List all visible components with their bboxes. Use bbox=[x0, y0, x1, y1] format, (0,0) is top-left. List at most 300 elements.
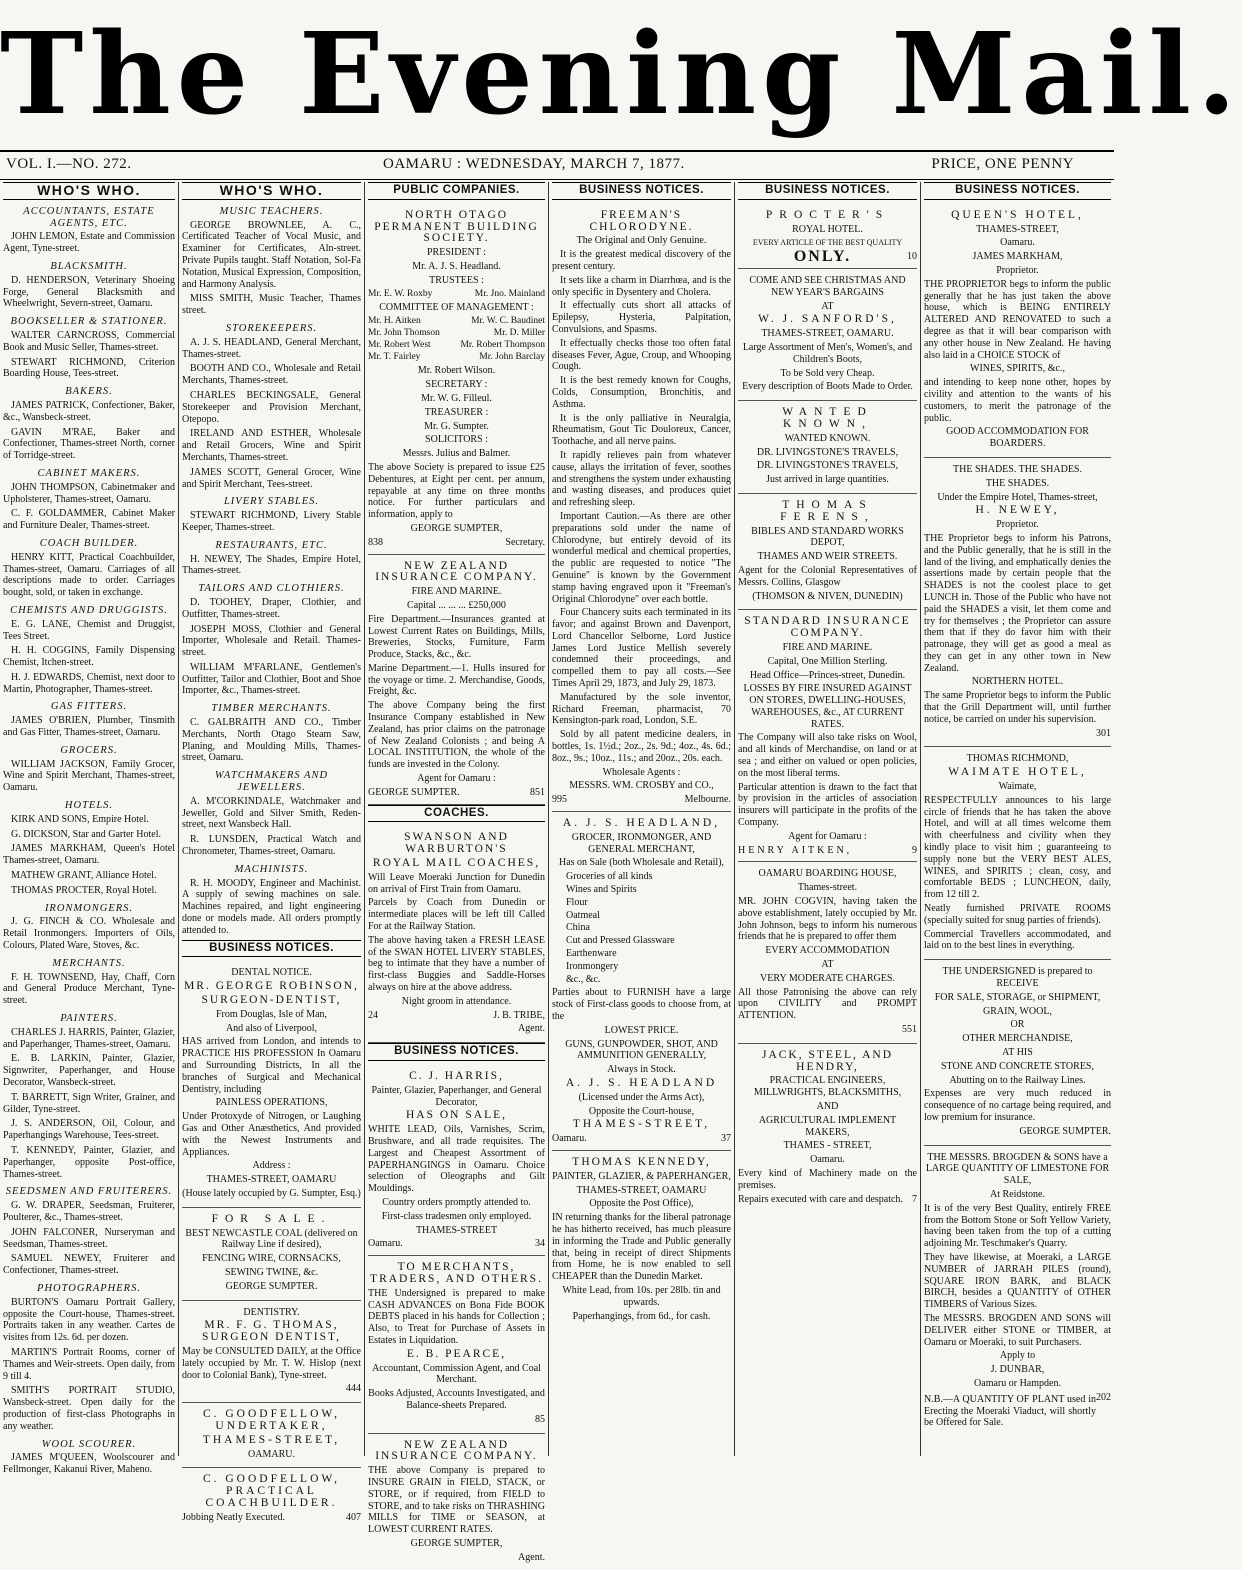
brogden-body-2: They have likewise, at Moeraki, a LARGE NUMBER of JARRAH PILES (round), SQUARE IRON BARK, and BLACK BIRCH, besides a QUANTITY of OTHER TIMBERS of Various Sizes. bbox=[924, 1251, 1111, 1311]
trustees-label: TRUSTEES : bbox=[429, 274, 484, 286]
chlorodyne-paragraph: Sold by all patent medicine dealers, in bottles, 1s. 1½d.; 2oz., 2s. 9d.; 4oz., 4s. 6d.; 8oz., 9s.; 10oz., 11s.; and 20oz., 20s. each. bbox=[552, 729, 731, 764]
secretary-name: Mr. W. G. Filleul. bbox=[421, 392, 492, 404]
section-title: IRONMONGERS. bbox=[44, 902, 134, 914]
officer-name: Mr. T. Fairley bbox=[368, 351, 421, 362]
nz-insurance-capital: Capital ... ... ... £250,000 bbox=[407, 599, 506, 611]
stock-item: Oatmeal bbox=[566, 909, 600, 921]
coachbuilder-name: C. GOODFELLOW, PRACTICAL COACHBUILDER. bbox=[202, 1473, 341, 1509]
section-title: BOOKSELLER & STATIONER. bbox=[10, 316, 168, 328]
sanford-made: Every description of Boots Made to Order. bbox=[742, 381, 913, 393]
dental-label: DENTAL NOTICE. bbox=[231, 967, 312, 979]
waimate-town: Waimate, bbox=[998, 781, 1037, 793]
officer-name: Mr. Robert Thompson bbox=[460, 339, 545, 350]
for-sale-line-2: FENCING WIRE, CORNSACKS, bbox=[202, 1253, 341, 1265]
sumpter-body: Expenses are very much reduced in consequence of no cartage being required, and low premium for insurance. bbox=[924, 1088, 1111, 1123]
section-title: STOREKEEPERS. bbox=[225, 322, 318, 334]
headland-licence: (Licensed under the Arms Act), bbox=[578, 1091, 705, 1103]
headland-sale: Has on Sale (both Wholesale and Retail), bbox=[558, 857, 725, 869]
directory-entry: GEORGE BROWNLEE, A. C., Certificated Teacher of Vocal Music, and Examiner for Certificates, Aln-street. Private Pupils taught. Staff Notation, Sol-Fa Notation, Musical Expression, Composition, and Harmony Analysis. bbox=[182, 219, 361, 290]
kennedy-body: IN returning thanks for the liberal patronage he has hitherto received, has much pleasure in informing the Trade and Public generally that, being in receipt of direct Shipments from Home, he is now enabled to sell CHEAPER than the Dunedin Market. bbox=[552, 1212, 731, 1283]
directory-entry: D. HENDERSON, Veterinary Shoeing Forge, General Blacksmith and Wheelwright, Severn-street, Oamaru. bbox=[3, 274, 175, 310]
president-name: Mr. A. J. S. Headland. bbox=[412, 260, 501, 272]
standard-body-2: Particular attention is drawn to the fact that by provision in the articles of association insurers will participate in the profits of the Company. bbox=[738, 781, 917, 829]
harris-trade: Painter, Glazier, Paperhanger, and General Decorator, bbox=[371, 1084, 542, 1108]
directory-entry: WILLIAM JACKSON, Family Grocer, Wine and Spirit Merchant, Thames-street, Oamaru. bbox=[3, 758, 175, 794]
treasurer-name: Mr. G. Sumpter. bbox=[424, 420, 489, 432]
shades-number: 301 bbox=[1096, 727, 1111, 739]
ferens-ad bbox=[738, 494, 917, 610]
directory-entry: A. J. S. HEADLAND, General Merchant, Thames-street. bbox=[182, 336, 361, 360]
officer-row bbox=[368, 289, 545, 301]
boarding-charges: VERY MODERATE CHARGES. bbox=[760, 972, 895, 984]
directory-entry: JOHN THOMPSON, Cabinetmaker and Upholsterer, Thames-street, Oamaru. bbox=[3, 481, 175, 505]
directory-entry: JAMES O'BRIEN, Plumber, Tinsmith and Gas Fitter, Thames-street, Oamaru. bbox=[3, 715, 175, 739]
dentistry-name: MR. F. G. THOMAS, SURGEON DENTIST, bbox=[201, 1319, 342, 1344]
procter-only: ONLY. bbox=[793, 248, 852, 266]
ferens-street: THAMES AND WEIR STREETS. bbox=[757, 551, 898, 563]
sumpter-or: OR bbox=[1010, 1019, 1025, 1031]
building-society-body: The above Society is prepared to issue £25 Debentures, at Eight per cent. per annum, repayable at any time on three months notice. For further particulars and information, apply to bbox=[368, 461, 545, 521]
col3-heading: PUBLIC COMPANIES. bbox=[368, 182, 545, 200]
directory-entry: R. LUNSDEN, Practical Watch and Chronometer, Thames-street, Oamaru. bbox=[182, 834, 361, 858]
nz-insurance-title: NEW ZEALAND INSURANCE COMPANY. bbox=[375, 559, 538, 584]
headland-guns: GUNS, GUNPOWDER, SHOT, AND AMMUNITION GENERALLY, bbox=[565, 1038, 718, 1062]
directory-entry: G. DICKSON, Star and Garter Hotel. bbox=[11, 828, 161, 840]
directory-entry: JOHN FALCONER, Nurseryman and Seedsman, Thames-street. bbox=[3, 1226, 175, 1250]
kennedy-ad bbox=[552, 1151, 731, 1329]
boarding-at: AT bbox=[821, 959, 834, 971]
directory-entry: WALTER CARNCROSS, Commercial Book and Music Seller, Thames-street. bbox=[3, 329, 175, 353]
jack-steel-ad bbox=[738, 1044, 917, 1211]
nz-insurance-2-role: Agent. bbox=[518, 1551, 545, 1563]
coaches-body-2: Parcels by Coach from Dunedin or intermediate places will be left till Called For at the Railway Station. bbox=[368, 897, 545, 933]
chlorodyne-paragraph: Four Chancery suits each terminated in its favor; and against Brown and Davenport, Lord Chancellor Selborne, Lord Justice James Lord Justice Mellish severely condemned their proceedings, and compelled them to pay all costs.—See Times April 29, 1873, and July 29, 1873. bbox=[552, 607, 731, 690]
directory-entry: C. F. GOLDAMMER, Cabinet Maker and Furniture Dealer, Thames-street. bbox=[3, 508, 175, 532]
dentist-from: From Douglas, Isle of Man, bbox=[215, 1008, 328, 1020]
harris-street: THAMES-STREET bbox=[415, 1224, 498, 1236]
chlorodyne-sub: The Original and Only Genuine. bbox=[576, 235, 707, 247]
queens-wines: WINES, SPIRITS, &c., bbox=[970, 363, 1065, 375]
ferens-trade: BIBLES AND STANDARD WORKS DEPOT, bbox=[751, 525, 904, 549]
directory-entry: CHARLES J. HARRIS, Painter, Glazier, and Paperhanger, Thames-street, Oamaru. bbox=[3, 1026, 175, 1050]
column-3 bbox=[364, 182, 548, 1563]
section-title: SEEDSMEN AND FRUITERERS. bbox=[5, 1186, 173, 1198]
for-sale-ad bbox=[182, 1208, 361, 1301]
directory-entry: GAVIN M'RAE, Baker and Confectioner, Thames-street North, corner of Torridge-street. bbox=[3, 426, 175, 462]
sumpter-at: AT HIS bbox=[1002, 1047, 1033, 1058]
section-title: LIVERY STABLES. bbox=[223, 496, 320, 508]
stock-item: Earthenware bbox=[566, 948, 617, 960]
headland-town: Oamaru. bbox=[552, 1133, 587, 1145]
chlorodyne-paragraph: Manufactured by the sole inventor, Richard Freeman, pharmacist, 70 Kensington-park road, London, S.E. bbox=[552, 691, 731, 727]
directory-entry: CHARLES BECKINGSALE, General Storekeeper and Provision Merchant, Otepopo. bbox=[182, 389, 361, 425]
sumpter-head: THE UNDERSIGNED is prepared to RECEIVE bbox=[942, 966, 1093, 990]
standard-agent: HENRY AITKEN, bbox=[738, 844, 853, 856]
ferens-paren: (THOMSON & NIVEN, DUNEDIN) bbox=[752, 590, 903, 602]
headland-ad bbox=[552, 812, 731, 1151]
directory-entry: STEWART RICHMOND, Criterion Boarding House, Tees-street. bbox=[3, 356, 175, 380]
dentistry-number: 444 bbox=[346, 1383, 361, 1395]
dentist-name: MR. GEORGE ROBINSON, bbox=[184, 980, 359, 993]
merchants-title: TO MERCHANTS, TRADERS, AND OTHERS. bbox=[370, 1261, 543, 1285]
directory-entry: A. M'CORKINDALE, Watchmaker and Jeweller, Gold and Silver Smith, Reden-street, next Wansbeck Hall. bbox=[182, 795, 361, 831]
sumpter-other: OTHER MERCHANDISE, bbox=[962, 1033, 1073, 1045]
standard-sub: FIRE AND MARINE. bbox=[782, 641, 873, 653]
brogden-nb: N.B.—A QUANTITY OF PLANT used in Erecting the Moeraki Viaduct, will shortly be Offered for Sale. bbox=[924, 1393, 1096, 1429]
chlorodyne-paragraph: It is the best remedy known for Coughs, Colds, Consumption, Bronchitis, and Asthma. bbox=[552, 375, 731, 410]
waimate-hotel: WAIMATE HOTEL, bbox=[948, 766, 1087, 779]
nz-insurance-agent-label: Agent for Oamaru : bbox=[417, 773, 496, 785]
wanted-known-ad bbox=[738, 401, 917, 494]
dentistry-body: May be CONSULTED DAILY, at the Office lately occupied by Mr. T. W. Hislop (next door to Colonial Bank), Tyne-street. bbox=[182, 1345, 361, 1381]
chlorodyne-city: Melbourne. bbox=[684, 794, 731, 806]
president-label: PRESIDENT : bbox=[427, 247, 486, 259]
sumpter-signature: GEORGE SUMPTER. bbox=[1019, 1125, 1111, 1137]
for-sale-line-1: BEST NEWCASTLE COAL (delivered on Railway Line if desired), bbox=[185, 1227, 358, 1251]
officer-row bbox=[368, 352, 545, 364]
coaches-sub: ROYAL MAIL COACHES, bbox=[372, 857, 541, 870]
nz-insurance-sub: FIRE AND MARINE. bbox=[411, 586, 502, 598]
sumpter-stone: STONE AND CONCRETE STORES, bbox=[941, 1060, 1094, 1072]
chlorodyne-paragraph: It sets like a charm in Diarrhœa, and is the only specific in Dysentery and Cholera. bbox=[552, 274, 731, 298]
brogden-signature: J. DUNBAR, bbox=[990, 1364, 1045, 1376]
dental-address: THAMES-STREET, OAMARU bbox=[206, 1174, 337, 1186]
wanted-line-1: DR. LIVINGSTONE'S TRAVELS, bbox=[756, 446, 899, 458]
harris-sale: HAS ON SALE, bbox=[406, 1109, 507, 1122]
headland-price: LOWEST PRICE. bbox=[604, 1024, 679, 1036]
ferens-body: Agent for the Colonial Representatives of Messrs. Collins, Glasgow bbox=[738, 564, 917, 588]
merchants-role: Accountant, Commission Agent, and Coal Merchant. bbox=[372, 1362, 541, 1386]
section-title: WOOL SCOURER. bbox=[41, 1438, 137, 1450]
section-title: MACHINISTS. bbox=[234, 863, 309, 875]
kennedy-paper: Paperhangings, from 6d., for cash. bbox=[572, 1310, 711, 1322]
nz-insurance-body: The above Company being the first Insurance Company established in New Zealand, has prior claims on the patronage of New Zealand Colonists ; and being A LOCAL INSTITUTION, the whole of the funds are invested in the Colony. bbox=[368, 700, 545, 771]
directory-entry: JAMES PATRICK, Confectioner, Baker, &c., Wansbeck-street. bbox=[3, 399, 175, 423]
section-title: RESTAURANTS, ETC. bbox=[215, 539, 328, 551]
jack-number: 7 bbox=[912, 1193, 917, 1205]
waimate-hotel-ad bbox=[924, 747, 1111, 960]
directory-entry: H. NEWEY, The Shades, Empire Hotel, Thames-street. bbox=[182, 553, 361, 577]
boarding-house-ad bbox=[738, 862, 917, 1043]
chlorodyne-paragraph: Important Caution.—As there are other preparations sold under the name of Chlorodyne, but entirely devoid of its wonderful medical and chemical properties, the public are requested to notice "The Genuine" is known by the Government stamp having engraved upon it "Freeman's Original Chlorodyne" over each bottle. bbox=[552, 510, 731, 605]
who-directory bbox=[3, 206, 175, 1476]
shades-proprietor: H. NEWEY, bbox=[975, 504, 1060, 517]
standard-body: The Company will also take risks on Wool, and all kinds of Merchandise, on land or at sea ; and either on valued or open policies, on the most liberal terms. bbox=[738, 732, 917, 779]
sanford-body: Large Assortment of Men's, Women's, and Children's Boots, bbox=[742, 341, 913, 365]
waimate-rooms: Neatly furnished PRIVATE ROOMS (specially suited for snug parties of friends). bbox=[924, 903, 1111, 926]
section-title: HOTELS. bbox=[64, 800, 114, 812]
section-title: MERCHANTS. bbox=[52, 957, 126, 969]
stock-item: Wines and Spirits bbox=[566, 884, 637, 896]
dateline-bar bbox=[0, 150, 1114, 180]
dental-painless: PAINLESS OPERATIONS, bbox=[215, 1097, 328, 1109]
merchants-name: E. B. PEARCE, bbox=[406, 1347, 507, 1360]
directory-entry: E. B. LARKIN, Painter, Glazier, Signwriter, Paperhanger, and House Decorator, Wansbeck-street. bbox=[3, 1053, 175, 1088]
section-title: CABINET MAKERS. bbox=[37, 467, 141, 479]
harris-body: WHITE LEAD, Oils, Varnishes, Scrim, Brushware, and all trade requisites. The Largest and Cheapest Assortment of PAPERHANGINGS in Oamaru. Choice selection of Oleographs and Gilt Mouldings. bbox=[368, 1124, 545, 1195]
headland-name: A. J. S. HEADLAND, bbox=[562, 817, 721, 830]
directory-entry: KIRK AND SONS, Empire Hotel. bbox=[11, 813, 149, 825]
nz-insurance-2-signature: GEORGE SUMPTER, bbox=[410, 1537, 503, 1549]
column-5 bbox=[734, 182, 920, 1456]
column-2 bbox=[178, 182, 364, 1523]
wanted-title: WANTED KNOWN, bbox=[782, 406, 873, 430]
coaches-body-3: The above having taken a FRESH LEASE of the SWAN HOTEL LIVERY STABLES, beg to intimate that they have a number of first-class Buggies and Saddle-Horses always on hire at the above address. bbox=[368, 934, 545, 994]
sumpter-rail: Abutting on to the Railway Lines. bbox=[949, 1074, 1086, 1086]
jack-town: Oamaru. bbox=[810, 1154, 845, 1166]
directory-entry: J. G. FINCH & CO. Wholesale and Retail Ironmongers. Importers of Oils, Colours, Plated Ware, Stoves, &c. bbox=[3, 916, 175, 952]
harris-name: C. J. HARRIS, bbox=[409, 1070, 504, 1082]
directory-entry: JAMES SCOTT, General Grocer, Wine and Spirit Merchant, Tees-street. bbox=[182, 466, 361, 490]
harris-country: Country orders promptly attended to. bbox=[382, 1196, 531, 1208]
directory-entry: THOMAS PROCTER, Royal Hotel. bbox=[11, 884, 157, 896]
procter-name: PROCTER'S bbox=[765, 208, 890, 221]
dental-address-2: (House lately occupied by G. Sumpter, Esq.) bbox=[182, 1187, 361, 1199]
headland-items bbox=[552, 871, 731, 985]
boarding-title: OAMARU BOARDING HOUSE, bbox=[758, 868, 897, 880]
shades-role: Proprietor. bbox=[996, 519, 1039, 531]
nz-insurance-marine: Marine Department.—1. Hulls insured for the voyage or time. 2. Merchandise, Goods, Freight, &c. bbox=[368, 662, 545, 698]
officer-row bbox=[368, 316, 545, 328]
headland-opposite: Opposite the Court-house, bbox=[588, 1105, 695, 1117]
coachbuilder-number: 407 bbox=[346, 1511, 361, 1523]
shades-body: THE Proprietor begs to inform his Patrons, and the Public generally, that he is still in the land of the living, and emphatically denies the assertions made by certain people that the SHADES is not the coolest place to get LUNCH in. Those of the Public who have not paid the SHADES a visit, let them come and try for themselves ; the Proprietor can assure them that if they do favor him with their patronage, they will get as good a meal as they can get in any other town in New Zealand. bbox=[924, 532, 1111, 674]
directory-entry: STEWART RICHMOND, Livery Stable Keeper, Thames-street. bbox=[182, 510, 361, 533]
chlorodyne-title: FREEMAN'S CHLORODYNE. bbox=[589, 208, 694, 233]
jack-name: JACK, STEEL, AND HENDRY, bbox=[761, 1048, 894, 1073]
headland-number: 37 bbox=[721, 1133, 731, 1145]
kennedy-street: THAMES-STREET, OAMARU bbox=[576, 1184, 707, 1196]
directory-entry: MISS SMITH, Music Teacher, Thames street. bbox=[182, 293, 361, 317]
officer-name: Mr. H. Aitken bbox=[368, 316, 421, 327]
sanford-street: THAMES-STREET, OAMARU. bbox=[761, 328, 894, 340]
stock-item: China bbox=[566, 922, 590, 934]
directory-entry: H. H. COGGINS, Family Dispensing Chemist, Itchen-street. bbox=[3, 645, 175, 669]
brogden-head: THE MESSRS. BROGDEN & SONS have a LARGE QUANTITY OF LIMESTONE FOR SALE, bbox=[925, 1151, 1110, 1187]
jack-trade-2: AGRICULTURAL IMPLEMENT MAKERS, bbox=[758, 1114, 897, 1138]
column-4 bbox=[548, 182, 734, 1456]
undertaker-town: OAMARU. bbox=[248, 1448, 295, 1460]
directory-entry: SAMUEL NEWEY, Fruiterer and Confectioner, Thames-street. bbox=[3, 1253, 175, 1277]
queens-good: GOOD ACCOMMODATION FOR BOARDERS. bbox=[946, 426, 1089, 450]
coaches-heading: COACHES. bbox=[368, 805, 545, 823]
queens-body-2: and intending to keep none other, hopes by civility and attention to the wants of his customers, to merit the patronage of the public. bbox=[924, 377, 1111, 424]
shades-under: Under the Empire Hotel, Thames-street, bbox=[937, 491, 1098, 503]
directory-entry: JAMES MARKHAM, Queen's Hotel Thames-street, Oamaru. bbox=[3, 843, 175, 867]
nz-insurance-2-ad bbox=[368, 1434, 545, 1570]
harris-town: Oamaru. bbox=[368, 1238, 403, 1250]
procter-ad bbox=[738, 204, 917, 269]
chlorodyne-paragraph: It effectually checks those too often fatal diseases Fever, Ague, Croup, and Whooping Cough. bbox=[552, 337, 731, 373]
directory-entry: IRELAND AND ESTHER, Wholesale and Retail Grocers, Wine and Spirit Merchants, Thames-street. bbox=[182, 428, 361, 463]
boarding-body-2: All those Patronising the above can rely upon CIVILITY and PROMPT ATTENTION. bbox=[738, 986, 917, 1022]
headland-stock: Always in Stock. bbox=[607, 1064, 676, 1076]
directory-entry: JAMES M'QUEEN, Woolscourer and Fellmonger, Kakanui River, Maheno. bbox=[3, 1452, 175, 1476]
sanford-at: AT bbox=[821, 300, 834, 312]
chlorodyne-paragraph: It rapidly relieves pain from whatever cause, allays the irritation of fever, soothes and strengthens the system under exhausting and wasting diseases, and produces quiet and refreshing sleep. bbox=[552, 449, 731, 509]
column-6 bbox=[920, 182, 1114, 1456]
section-title: COACH BUILDER. bbox=[39, 537, 139, 549]
nz-insurance-2-body: THE above Company is prepared to INSURE GRAIN in FIELD, STACK, or STORE, or if required, from FIELD to STORE, and to take risks on THRASHING MILLS for TIME or SEASON, at LOWEST CURRENT RATES. bbox=[368, 1465, 545, 1536]
who-directory-2 bbox=[182, 206, 361, 937]
coaches-signature: J. B. TRIBE, bbox=[493, 1009, 545, 1021]
issue-price: PRICE, ONE PENNY bbox=[931, 156, 1074, 172]
queens-hotel-ad bbox=[924, 204, 1111, 458]
kennedy-name: THOMAS KENNEDY, bbox=[572, 1155, 711, 1168]
stock-item: Cut and Pressed Glassware bbox=[566, 935, 675, 947]
jack-trade: PRACTICAL ENGINEERS, MILLWRIGHTS, BLACKSMITHS, bbox=[753, 1075, 902, 1099]
dentistry-head: DENTISTRY. bbox=[243, 1306, 300, 1318]
coaches-number: 24 bbox=[368, 1009, 378, 1021]
harris-first: First-class tradesmen only employed. bbox=[381, 1210, 532, 1222]
standard-losses: LOSSES BY FIRE INSURED AGAINST ON STORES, DWELLING-HOUSES, WAREHOUSES, &c., AT CURRENT RATES. bbox=[743, 683, 912, 730]
undertaker-ad bbox=[182, 1403, 361, 1468]
sanford-name: W. J. SANFORD'S, bbox=[758, 313, 897, 326]
sanford-head: COME AND SEE CHRISTMAS AND NEW YEAR'S BARGAINS bbox=[749, 274, 906, 298]
chlorodyne-paragraph: It effectually cuts short all attacks of Epilepsy, Hysteria, Palpitation, Convulsions, and Spasms. bbox=[552, 300, 731, 335]
shades-title: THE SHADES. THE SHADES. bbox=[953, 463, 1082, 475]
merchants-ad bbox=[368, 1256, 545, 1433]
dental-notice-ad bbox=[182, 961, 361, 1207]
standard-insurance-ad bbox=[738, 610, 917, 862]
queens-role: Proprietor. bbox=[996, 264, 1039, 276]
committee-label: COMMITTEE OF MANAGEMENT : bbox=[379, 302, 534, 314]
directory-entry: MARTIN'S Portrait Rooms, corner of Thames and Weir-streets. Open daily, from 9 till 4. bbox=[3, 1346, 175, 1382]
merchants-books: Books Adjusted, Accounts Investigated, and Balance-sheets Prepared. bbox=[368, 1388, 545, 1411]
building-society-ad bbox=[368, 204, 545, 555]
nz-insurance-number: 851 bbox=[530, 786, 545, 798]
for-sale-head: FOR SALE. bbox=[211, 1212, 332, 1225]
for-sale-line-3: SEWING TWINE, &c. bbox=[224, 1266, 319, 1278]
directory-entry: BURTON'S Oamaru Portrait Gallery, opposite the Court-house, Thames-street. Portraits taken in any weather. Cartes de visites from 12s. 6d. per dozen. bbox=[3, 1296, 175, 1344]
section-title: MUSIC TEACHERS. bbox=[219, 205, 324, 217]
col5-heading: BUSINESS NOTICES. bbox=[738, 182, 917, 200]
headland-trade: GROCER, IRONMONGER, AND GENERAL MERCHANT, bbox=[571, 831, 712, 855]
coaches-role: Agent. bbox=[518, 1023, 545, 1035]
kennedy-opposite: Opposite the Post Office), bbox=[589, 1198, 694, 1210]
officer-name: Mr. John Thomson bbox=[368, 327, 440, 338]
brogden-apply: Apply to bbox=[999, 1350, 1036, 1362]
col4-heading: BUSINESS NOTICES. bbox=[552, 182, 731, 200]
directory-entry: R. H. MOODY, Engineer and Machinist. A supply of sewing machines on sale. Machines repaired, and light engineering done or models made. All orders promptly attended to. bbox=[182, 877, 361, 936]
jack-street: THAMES - STREET, bbox=[783, 1140, 872, 1152]
section-title: BAKERS. bbox=[65, 386, 113, 398]
undertaker-street: THAMES-STREET, bbox=[202, 1433, 341, 1446]
solicitors-label: SOLICITORS : bbox=[425, 434, 488, 446]
directory-entry: J. S. ANDERSON, Oil, Colour, and Paperhangings Warehouse, Tees-street. bbox=[3, 1118, 175, 1142]
building-society-role: Secretary. bbox=[505, 536, 545, 548]
sanford-cheap: To be Sold very Cheap. bbox=[780, 367, 875, 379]
harris-ad bbox=[368, 1065, 545, 1256]
merchants-body: THE Undersigned is prepared to make CASH ADVANCES on Bona Fide BOOK DEBTS placed in his hands for Collection ; Also, to Treat for Purchase of Assets in Estates in Liquidation. bbox=[368, 1287, 545, 1346]
for-sale-signature: GEORGE SUMPTER. bbox=[225, 1280, 318, 1292]
procter-every: EVERY ARTICLE OF THE BEST QUALITY bbox=[752, 238, 903, 248]
nz-insurance-agent: GEORGE SUMPTER. bbox=[368, 786, 460, 798]
directory-entry: F. H. TOWNSEND, Hay, Chaff, Corn and General Produce Merchant, Tyne-street. bbox=[3, 971, 175, 1007]
ferens-name: THOMAS FERENS, bbox=[780, 498, 875, 523]
shades-ad bbox=[924, 458, 1111, 748]
trustees-list bbox=[368, 289, 545, 301]
brogden-number: 202 bbox=[1096, 1391, 1111, 1403]
section-title: WATCHMAKERS AND JEWELLERS. bbox=[214, 770, 329, 794]
stock-item: Ironmongery bbox=[566, 960, 619, 972]
brogden-body-3: The MESSRS. BROGDEN AND SONS will DELIVER either STONE or TIMBER, at Oamaru or Moeraki, to suit Purchasers. bbox=[924, 1312, 1111, 1348]
kennedy-trade: PAINTER, GLAZIER, & PAPERHANGER, bbox=[552, 1170, 731, 1182]
section-title: PAINTERS. bbox=[60, 1013, 118, 1025]
directory-entry: BOOTH AND CO., Wholesale and Retail Merchants, Thames-street. bbox=[182, 363, 361, 387]
chlorodyne-wholesale: Wholesale Agents : bbox=[602, 766, 681, 778]
undertaker-name: C. GOODFELLOW, UNDERTAKER, bbox=[202, 1408, 341, 1432]
shades-body-2: The same Proprietor begs to inform the Public that the Grill Department will, until further notice, be carried on under his supervision. bbox=[924, 690, 1111, 725]
sumpter-grain: GRAIN, WOOL, bbox=[983, 1005, 1052, 1017]
dentist-title: SURGEON-DENTIST, bbox=[201, 994, 342, 1007]
dentistry-ad bbox=[182, 1301, 361, 1404]
col6-heading: BUSINESS NOTICES. bbox=[924, 182, 1111, 200]
committee-list bbox=[368, 316, 545, 363]
issue-date: OAMARU : WEDNESDAY, MARCH 7, 1877. bbox=[383, 156, 685, 172]
queens-name: QUEEN'S HOTEL, bbox=[951, 208, 1084, 221]
stock-item: Flour bbox=[566, 896, 588, 908]
coaches-title: SWANSON AND WARBURTON'S bbox=[404, 831, 509, 856]
officer-name: Mr. Robert West bbox=[368, 339, 431, 350]
waimate-travellers: Commercial Travellers accommodated, and laid on to the best lines in everything. bbox=[924, 928, 1111, 952]
col2-heading: WHO'S WHO. bbox=[182, 182, 361, 200]
directory-entry: T. BARRETT, Sign Writer, Grainer, and Gilder, Tyne-street. bbox=[3, 1091, 175, 1115]
column-1 bbox=[0, 182, 178, 1476]
directory-entry: C. GALBRAITH AND CO., Timber Merchants, North Otago Steam Saw, Planing, and Moulding Mills, Thames-street, Oamaru. bbox=[182, 717, 361, 764]
dental-body-2: Under Protoxyde of Nitrogen, or Laughing Gas and Other Anæsthetics, And provided with the Newest Instruments and Appliances. bbox=[182, 1111, 361, 1158]
officer-name: Mr. D. Miller bbox=[493, 327, 545, 338]
nz-insurance-ad bbox=[368, 555, 545, 805]
directory-entry: WILLIAM M'FARLANE, Gentlemen's Outfitter, Tailor and Clothier, Boot and Shoe Importer, &c., Thames-street. bbox=[182, 661, 361, 697]
shades-northern: NORTHERN HOTEL. bbox=[971, 676, 1064, 688]
sanford-ad bbox=[738, 269, 917, 401]
directory-entry: G. W. DRAPER, Seedsman, Fruiterer, Poulterer, &c., Thames-street. bbox=[3, 1200, 175, 1223]
sumpter-for: FOR SALE, STORAGE, or SHIPMENT, bbox=[934, 991, 1101, 1003]
nz-insurance-fire: Fire Department.—Insurances granted at Lowest Current Rates on Buildings, Mills, Breweries, Stocks, Furniture, Farm Produce, Stacks, &c., &c. bbox=[368, 613, 545, 661]
jack-body: Every kind of Machinery made on the premises. bbox=[738, 1167, 917, 1191]
boarding-number: 551 bbox=[902, 1024, 917, 1036]
jack-repairs: Repairs executed with care and despatch. bbox=[738, 1193, 903, 1205]
headland-signature: A. J. S. HEADLAND bbox=[565, 1076, 718, 1089]
directory-entry: HENRY KITT, Practical Coachbuilder, Thames-street, Oamaru. Carriages of all descriptions made to order. Carriages bought, sold, or taken in exchange. bbox=[3, 551, 175, 599]
volume-number: VOL. I.—NO. 272. bbox=[6, 156, 132, 172]
queens-street: THAMES-STREET, bbox=[976, 223, 1059, 235]
headland-street: THAMES-STREET, bbox=[572, 1118, 711, 1131]
directory-entry: H. J. EDWARDS, Chemist, next door to Martin, Photographer, Thames-street. bbox=[3, 671, 175, 695]
wanted-line-3: Just arrived in large quantities. bbox=[766, 474, 889, 486]
officer-name: Mr. John Barclay bbox=[479, 351, 545, 362]
section-title: BLACKSMITH. bbox=[50, 260, 128, 272]
procter-number: 10 bbox=[906, 251, 917, 263]
brogden-at: At Reidstone. bbox=[990, 1188, 1045, 1200]
section-title: GROCERS. bbox=[60, 744, 118, 756]
chlorodyne-agents: MESSRS. WM. CROSBY and CO., bbox=[569, 780, 714, 792]
dentist-from-2: And also of Liverpool, bbox=[225, 1022, 318, 1034]
chlorodyne-ad bbox=[552, 204, 731, 812]
coachbuilder-body: Jobbing Neatly Executed. bbox=[182, 1511, 286, 1523]
nz-insurance-2-title: NEW ZEALAND INSURANCE COMPANY. bbox=[375, 1438, 538, 1463]
standard-number: 9 bbox=[912, 844, 917, 856]
brogden-body: It is of the very Best Quality, entirely FREE from the Bottom Stone or Soft Yellow Variety, having been taken from the top of a cutting adjoining Mr. Teschmaker's Quarry. bbox=[924, 1202, 1111, 1250]
standard-agent-label: Agent for Oamaru : bbox=[788, 830, 867, 842]
directory-entry: MATHEW GRANT, Alliance Hotel. bbox=[11, 870, 157, 882]
building-society-signature: GEORGE SUMPTER, bbox=[410, 522, 503, 534]
officer-name: Mr. E. W. Roxby bbox=[368, 288, 433, 299]
coaches-night: Night groom in attendance. bbox=[401, 995, 512, 1007]
stock-item: &c., &c. bbox=[566, 973, 601, 985]
directory-entry: E. G. LANE, Chemist and Druggist, Tees Street. bbox=[3, 618, 175, 642]
